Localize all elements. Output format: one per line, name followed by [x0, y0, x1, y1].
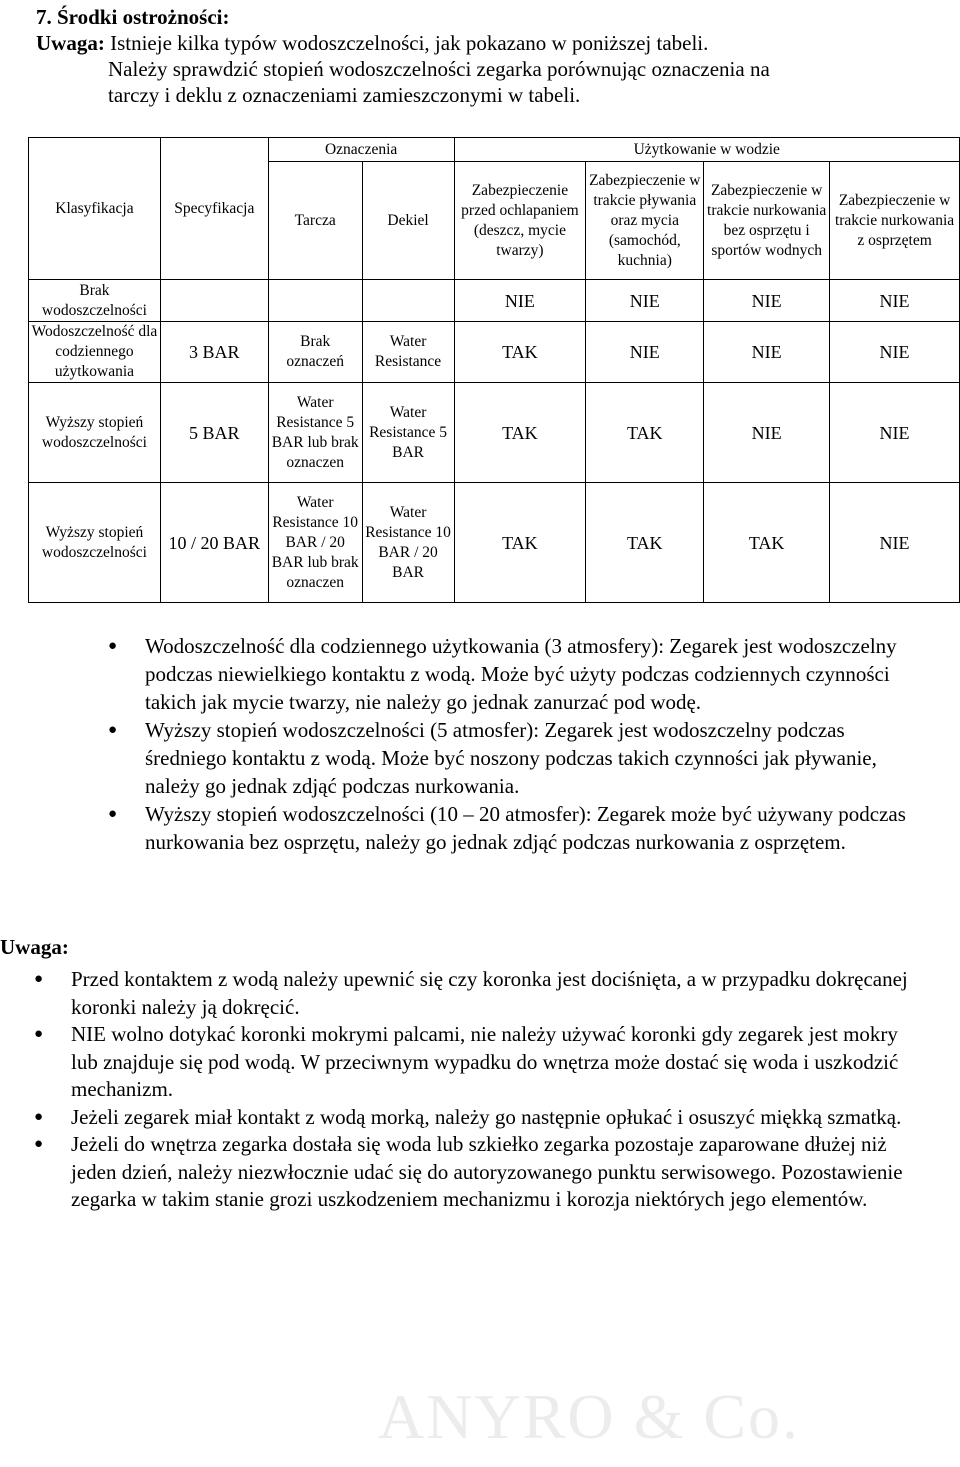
- header-ochlapanie: Zabezpieczenie przed ochlapaniem (deszcz, mycie twarzy): [454, 162, 586, 280]
- row-value: TAK: [704, 483, 830, 603]
- row-dekiel: [362, 280, 454, 322]
- note-line-2: Należy sprawdzić stopień wodoszczelności zegarka porównując oznaczenia na: [108, 57, 770, 81]
- row-klasyfikacja: Wyższy stopień wodoszczelności: [29, 483, 161, 603]
- row-value: NIE: [704, 280, 830, 322]
- row-value: NIE: [830, 383, 960, 483]
- section-heading: 7. Środki ostrożności:: [36, 5, 230, 29]
- row-tarcza: Brak oznaczeń: [268, 322, 362, 383]
- row-dekiel: Water Resistance 5 BAR: [362, 383, 454, 483]
- row-value: NIE: [830, 280, 960, 322]
- water-resistance-table: [28, 137, 960, 603]
- row-value: NIE: [830, 483, 960, 603]
- row-value: TAK: [586, 383, 704, 483]
- list-item: ● Jeżeli zegarek miał kontakt z wodą morką, należy go następnie opłukać i osuszyć miękką szmatką.: [34, 1104, 914, 1132]
- row-value: TAK: [454, 383, 586, 483]
- table-row: [29, 383, 960, 483]
- note-label: Uwaga:: [36, 31, 105, 55]
- list-item: ● Wyższy stopień wodoszczelności (5 atmosfer): Zegarek jest wodoszczelny podczas średniego kontaktu z wodą. Może być noszony podczas takich czynności jak pływanie, należy go jednak zdjąć podczas nurkowania.: [108, 716, 908, 800]
- header-uzytkowanie: Użytkowanie w wodzie: [454, 138, 960, 162]
- row-value: NIE: [704, 383, 830, 483]
- list-item: ● Wodoszczelność dla codziennego użytkowania (3 atmosfery): Zegarek jest wodoszczelny podczas niewielkiego kontaktu z wodą. Może być użyty podczas codziennych czynności takich jak mycie twarzy, nie należy go jednak zanurzać pod wodę.: [108, 632, 908, 716]
- resistance-description-list: [108, 632, 908, 856]
- row-tarcza: Water Resistance 10 BAR / 20 BAR lub brak oznaczen: [268, 483, 362, 603]
- header-klasyfikacja: Klasyfikacja: [29, 138, 161, 280]
- row-value: NIE: [704, 322, 830, 383]
- header-specyfikacja: Specyfikacja: [160, 138, 268, 280]
- row-tarcza: Water Resistance 5 BAR lub brak oznaczen: [268, 383, 362, 483]
- row-value: NIE: [454, 280, 586, 322]
- list-item: ● Jeżeli do wnętrza zegarka dostała się woda lub szkiełko zegarka pozostaje zaparowane dłużej niż jeden dzień, należy niezwłocznie udać się do autoryzowanego punktu serwisowego. Pozostawienie zegarka w takim stanie grozi uszkodzeniem mechanizmu i korozja niektórych jego elementów.: [34, 1131, 914, 1214]
- list-item: ● Przed kontaktem z wodą należy upewnić się czy koronka jest dociśnięta, a w przypadku dokręcanej koronki należy ją dokręcić.: [34, 966, 914, 1021]
- table-row: [29, 483, 960, 603]
- row-dekiel: Water Resistance: [362, 322, 454, 383]
- header-oznaczenia: Oznaczenia: [268, 138, 454, 162]
- warning-list: [34, 966, 914, 1214]
- row-value: TAK: [586, 483, 704, 603]
- intro-note: [36, 30, 936, 108]
- row-value: TAK: [454, 322, 586, 383]
- header-plywanie: Zabezpieczenie w trakcie pływania oraz mycia (samochód, kuchnia): [586, 162, 704, 280]
- header-nurkowanie-z: Zabezpieczenie w trakcie nurkowania z osprzętem: [830, 162, 960, 280]
- row-klasyfikacja: Brak wodoszczelności: [29, 280, 161, 322]
- note-line-3: tarczy i deklu z oznaczeniami zamieszczonymi w tabeli.: [108, 83, 581, 107]
- row-value: NIE: [586, 280, 704, 322]
- row-specyfikacja: 3 BAR: [160, 322, 268, 383]
- row-klasyfikacja: Wodoszczelność dla codziennego użytkowania: [29, 322, 161, 383]
- list-item: ● Wyższy stopień wodoszczelności (10 – 20 atmosfer): Zegarek może być używany podczas nurkowania bez osprzętu, należy go jednak zdjąć podczas nurkowania z osprzętem.: [108, 800, 908, 856]
- header-tarcza: Tarcza: [268, 162, 362, 280]
- row-value: NIE: [830, 322, 960, 383]
- watermark-logo: ANYRO & Co.: [378, 1381, 801, 1452]
- row-klasyfikacja: Wyższy stopień wodoszczelności: [29, 383, 161, 483]
- header-nurkowanie-bez: Zabezpieczenie w trakcie nurkowania bez osprzętu i sportów wodnych: [704, 162, 830, 280]
- row-specyfikacja: 5 BAR: [160, 383, 268, 483]
- warning-label: Uwaga:: [0, 935, 69, 959]
- row-specyfikacja: [160, 280, 268, 322]
- table-row: [29, 280, 960, 322]
- row-value: TAK: [454, 483, 586, 603]
- list-item: ● NIE wolno dotykać koronki mokrymi palcami, nie należy używać koronki gdy zegarek jest mokry lub znajduje się pod wodą. W przeciwnym wypadku do wnętrza może dostać się woda i uszkodzić mechanizm.: [34, 1021, 914, 1104]
- header-dekiel: Dekiel: [362, 162, 454, 280]
- row-value: NIE: [586, 322, 704, 383]
- note-line-1: Istnieje kilka typów wodoszczelności, jak pokazano w poniższej tabeli.: [104, 31, 709, 55]
- table-row: [29, 322, 960, 383]
- row-specyfikacja: 10 / 20 BAR: [160, 483, 268, 603]
- row-tarcza: [268, 280, 362, 322]
- row-dekiel: Water Resistance 10 BAR / 20 BAR: [362, 483, 454, 603]
